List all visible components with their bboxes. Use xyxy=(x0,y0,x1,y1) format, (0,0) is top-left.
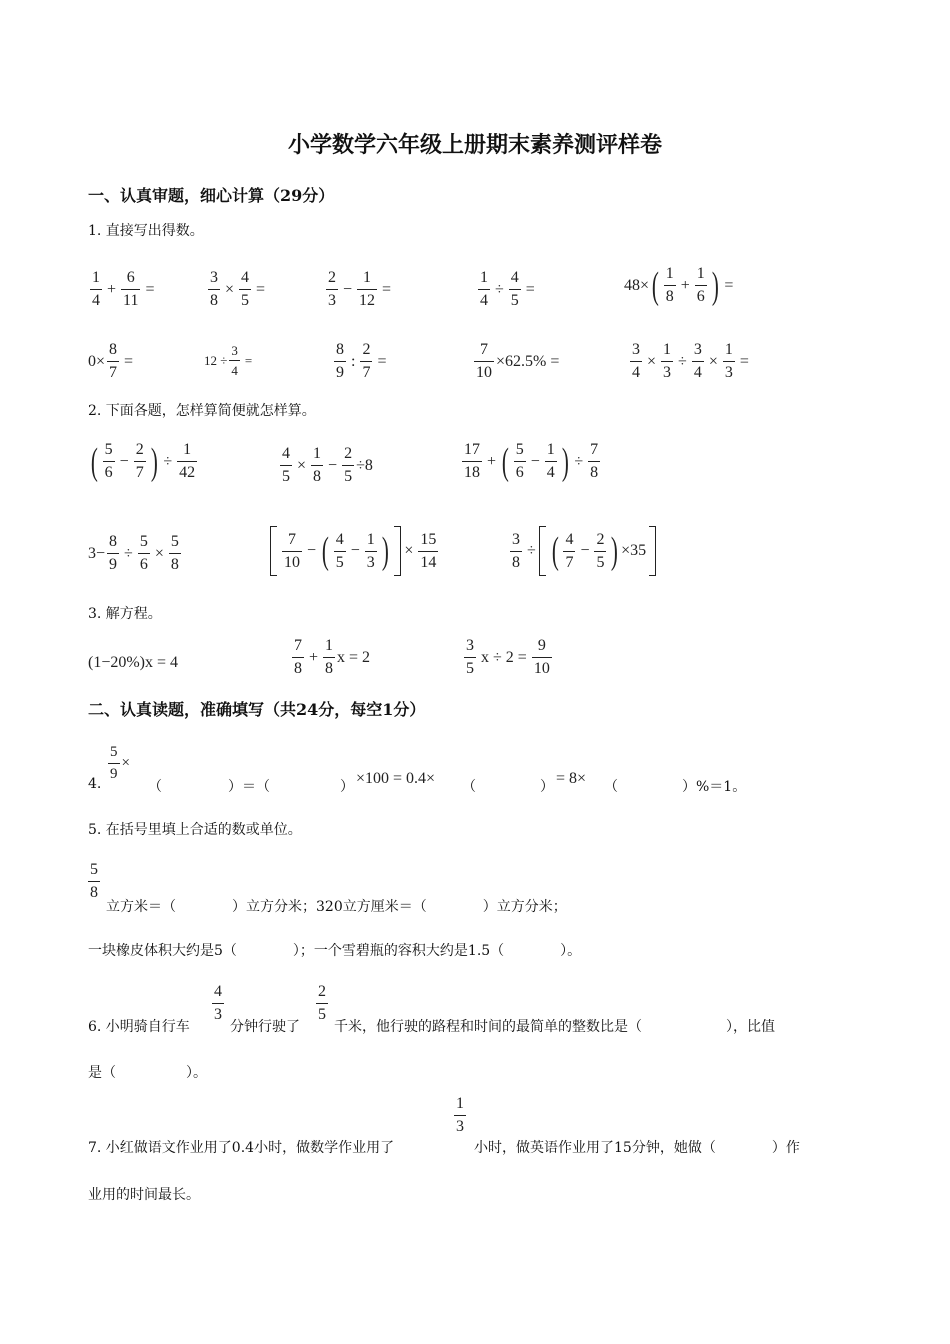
q2-expression-3: $\frac{17}{18}$ + ( $\frac{5}{6}$ − $\frac{1}{4}$ ) ÷ $\frac{7}{8}$ xyxy=(464,440,599,483)
q6-text-4: 是（ ）。 xyxy=(88,1065,207,1081)
left-bracket xyxy=(539,526,546,576)
q4-open-paren-1: （ xyxy=(148,779,162,795)
q4-open-paren-3: （ xyxy=(462,779,476,795)
q1-expression-9: $\frac{7}{10}$ ×62.5% = xyxy=(476,341,560,381)
q6-text-2: 分钟行驶了 xyxy=(230,1019,300,1035)
q6-fraction-2: $\frac{2}{5}$ xyxy=(318,983,326,1023)
q4-tail: ）%＝1。 xyxy=(682,779,747,795)
q4-number: 4. xyxy=(88,776,102,792)
section-2-heading: 二、认真读题，准确填写（共24分，每空1分） xyxy=(88,700,426,719)
q4-close-paren-3: ） xyxy=(540,779,554,795)
q1-expression-10: $\frac{3}{4}$ × $\frac{1}{3}$ ÷ $\frac{3}{4}$ × $\frac{1}{3}$ = xyxy=(632,341,749,381)
q1-expression-3: $\frac{2}{3}$ − $\frac{1}{12}$ = xyxy=(328,269,392,309)
q4-equals-paren: ）＝（ xyxy=(228,779,270,795)
q2-expression-6: $\frac{3}{8}$ ÷ ( $\frac{4}{7}$ − $\frac{2}{5}$ ) ×35 xyxy=(508,526,656,576)
q2-expression-5: $\frac{7}{10}$ − ( $\frac{4}{5}$ − $\frac{1}{3}$ ) × $\frac{15}{14}$ xyxy=(270,526,440,576)
q1-expression-8: $\frac{8}{9}$ : $\frac{2}{7}$ = xyxy=(336,341,387,381)
question-1-prompt: 1. 直接写出得数。 xyxy=(88,223,204,239)
section-1-heading: 一、认真审题，细心计算（29分） xyxy=(88,186,335,205)
q3-equation-1: (1−20%)x = 4 xyxy=(88,654,179,671)
q1-expression-7: 12 ÷ $\frac{3}{4}$ = xyxy=(204,343,253,378)
page-title: 小学数学六年级上册期末素养测评样卷 xyxy=(287,132,662,158)
q2-expression-4: 3− $\frac{8}{9}$ ÷ $\frac{5}{6}$ × $\frac{5}{8}$ xyxy=(88,533,179,573)
q6-text-1: 6. 小明骑自行车 xyxy=(88,1019,190,1035)
right-bracket xyxy=(394,526,401,576)
question-2-prompt: 2. 下面各题，怎样算简便就怎样算。 xyxy=(88,403,316,419)
q4-open-paren-4: （ xyxy=(604,779,618,795)
q7-text-2: 小时，做英语作业用了15分钟，她做（ ）作 xyxy=(474,1140,800,1156)
q3-equation-3: $\frac{3}{5}$ x ÷ 2 = $\frac{9}{10}$ xyxy=(466,637,550,677)
q4-close-paren-2: ） xyxy=(340,779,354,795)
q7-text-3: 业用的时间最长。 xyxy=(88,1187,200,1203)
q1-expression-6: 0× $\frac{8}{7}$ = xyxy=(88,341,134,381)
q7-fraction: $\frac{1}{3}$ xyxy=(456,1095,464,1135)
q4-fraction: $\frac{5}{9}$ × xyxy=(110,744,130,782)
q5-line-1: 立方米＝（ ）立方分米；320立方厘米＝（ ）立方分米； xyxy=(106,899,567,915)
q1-expression-1: $\frac{1}{4}$ + $\frac{6}{11}$ = xyxy=(92,269,155,309)
right-bracket xyxy=(649,526,656,576)
q6-fraction-1: $\frac{4}{3}$ xyxy=(214,983,222,1023)
q5-fraction: $\frac{5}{8}$ xyxy=(90,861,98,901)
left-bracket xyxy=(270,526,277,576)
q5-line-2: 一块橡皮体积大约是5（ ）；一个雪碧瓶的容积大约是1.5（ ）。 xyxy=(88,943,582,959)
q6-text-3: 千米，他行驶的路程和时间的最简单的整数比是（ ），比值 xyxy=(334,1019,775,1035)
q2-expression-2: $\frac{4}{5}$ × $\frac{1}{8}$ − $\frac{2}{5}$ ÷8 xyxy=(282,445,373,485)
q1-expression-4: $\frac{1}{4}$ ÷ $\frac{4}{5}$ = xyxy=(480,269,535,309)
q4-times-8: = 8× xyxy=(556,770,587,787)
question-5-prompt: 5. 在括号里填上合适的数或单位。 xyxy=(88,822,302,838)
question-3-prompt: 3. 解方程。 xyxy=(88,606,162,622)
q1-expression-5: 48× ( $\frac{1}{8}$ + $\frac{1}{6}$ ) = xyxy=(624,264,734,307)
q7-text-1: 7. 小红做语文作业用了0.4小时，做数学作业用了 xyxy=(88,1140,395,1156)
q4-times-100: ×100 = 0.4× xyxy=(356,770,436,787)
q1-expression-2: $\frac{3}{8}$ × $\frac{4}{5}$ = xyxy=(210,269,266,309)
q2-expression-1: ( $\frac{5}{6}$ − $\frac{2}{7}$ ) ÷ $\frac{1}{42}$ xyxy=(90,440,196,483)
q3-equation-2: $\frac{7}{8}$ + $\frac{1}{8}$ x = 2 xyxy=(294,637,371,677)
